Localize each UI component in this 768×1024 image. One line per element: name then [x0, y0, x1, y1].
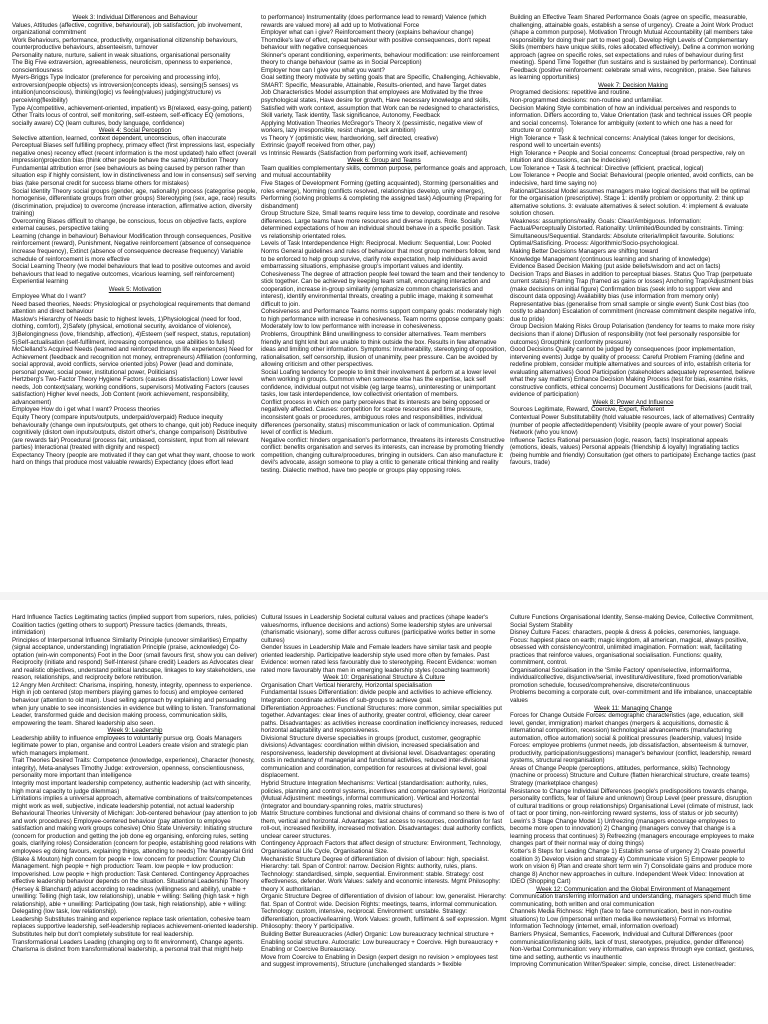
paragraph: Principles of Interpersonal Influence Similarity Principle (uncover similarities) Empathy (signal acceptance, understanding) Ingratiation Principle (praise, acknowledge) Co-optation (win-win components) Foot in the Door (small favours first, show you can deliver) Reciprocity (initiate and respond) Self-Interest (share credit) Leaders as Advocates clear and realistic objectives, understand political landscape, linkages to key stakeholders, use reason, relationships, and reciprocity before retribution.	[12, 636, 258, 682]
paragraph: Employer what can i give? Reinforcement theory (explains behaviour change)	[261, 29, 474, 37]
paragraph: Employee How do i get what I want? Process theories	[12, 406, 160, 414]
paragraph: Applying Motivation Theories McGregor's Theory X (pessimistic, negative view of workers, lazy irresponsible, resist change, lack ambition)	[261, 119, 483, 135]
paragraph: Goal setting theory motivate by setting goals that are Specific, Challenging, Achievable, SMART: Specific, Measurable, Attainable, Results-oriented, and have Target dates	[261, 74, 501, 89]
section-heading: Week 9: Leadership	[107, 727, 163, 735]
paragraph: Contextual Power Substitutability (hold valuable resources, lack of alternatives) Centrality (number of people affected/dependent) Visibility (people aware of your power) Social Network (who you know)	[510, 413, 755, 437]
paragraph: Channels Media Richness: High (face to face communication, best in non-routine situations) to Low (impersonal written media like newsletters) Formal vs Informal, Information Technology (internet, email, information overload)	[510, 908, 732, 931]
paragraph: Levels of Task Interdependence High: Reciprocal. Medium: Sequential, Low: Pooled Norms General guidelines and rules of behaviour that most group members follow, tend to be enforced to help group survive, clarify role expectation, help individuals avoid embarrassing situations, emphasise group's important values and identity.	[261, 240, 501, 271]
paragraph: vs Theory Y (optimistic view, hardworking, self directed, creative)	[261, 134, 439, 142]
paragraph: Group Structure Size, Small teams require less time to develop, coordinate and resolve differences. Large teams have more resources and diverse inputs. Role. Socially determined expectations of how an individual should behave in a specific position. Task vs relationship orientated roles.	[261, 210, 500, 240]
paragraph: to performance) Instrumentality (does performance lead to reward) Valence (which rewards are valued more) all add up to Motivational Force	[261, 14, 487, 29]
paragraph: Group Decision Making Risks Group Polarisation (tendency for teams to make more risky decisions than if alone) Diffusion of responsibility (not feel personally responsible for outcomes) Groupthink (conformity pressure)	[510, 323, 755, 346]
column-2	[261, 14, 507, 592]
paragraph: Equity Theory (compare inputs/outputs, underpaid/overpaid) Reduce inequity behaviourally (change own inputs/outputs, get others to change, quit job) Reduce inequity cognitively (distort own inputs/outputs, distort other's, change comparison) Distributive (are rewards fair) Procedural (process fair, unbiased, consistent, input from all relevant parties) Interactional (treated with dignity and respect)	[12, 413, 258, 452]
paragraph: Differentiation Approaches: Functional Structures: more common, similar specialities put together. Advantages: clear lines of authority, greater control, efficiency, clear career paths. Disadvantages: as activities increase coordination inefficiency increases, reduced horizontal adaptability and responsiveness.	[261, 704, 503, 735]
paragraph: Sources Legitimate, Reward, Coercive, Expert, Referent	[510, 406, 665, 414]
paragraph: Non-programmed decisions: non-routine and unfamiliar.	[510, 97, 663, 105]
paragraph: Selective attention, learned, context dependent, unconscious, often inaccurate	[12, 134, 227, 142]
paragraph: Limitations implies a universal approach, alternative combinations of traits/competences might work as well, subjective, indicate leadership potential, not actual leadership	[12, 795, 253, 810]
paragraph: Values, Attitudes (affective, cognitive, behavioural), job satisfaction, job involvement, organizational commitment	[12, 21, 243, 37]
paragraph: Gender Issues in Leadership Male and Female leaders have similar task and people oriented leadership. Participative leadership style used more often by females. Past Evidence: women rated less favourably due to stereotyping. Recent Evidence: women rated more favourably than men in emerging leadership styles (coaching teamwork)	[261, 644, 497, 674]
paragraph: Social Loafing tendency for people to limit their involvement & perform at a lower level when working in groups. Common when someone else has the expertise, lack self confidence, individual output not visible (eg large teams), uninteresting or unimportant tasks, low task interdependence, low collectivist orientation of members.	[261, 368, 496, 399]
paragraph: Social Learning Theory (we model behaviours that lead to positive outcomes and avoid behaviours that lead to negative outcomes, vicarious learning, self reinforcement) Experiential learning	[12, 263, 250, 286]
section-heading: Week 4: Social Perception	[98, 127, 172, 135]
paragraph: Overcoming Biases difficult to change, be conscious, focus on objective facts, explore external causes, perspective taking	[12, 217, 247, 233]
paragraph: Weakness: assumptions/reality. Goals: Clear/Ambiguous. Information: Factual/Perceptually Distorted. Rationality: Unlimited/Bounded by constraints. Timing: Simultaneous/Sequential. Standards: Absolute criteria/Implicit favourite. Solutions: Optimal/Satisficing. Process: Algorithmic/Socio-psychological.	[510, 217, 744, 248]
paragraph: vs Intrinsic Rewards (Satisfaction from performing work itself, achievement)	[261, 149, 468, 157]
section-heading: Week 7: Decision Making	[598, 81, 668, 89]
paragraph: Fundamental Issues Differentiation: divide people and activities to achieve efficiency. Integration: coordinate activities of sub-groups to achieve goal.	[261, 689, 493, 705]
paragraph: Good Decisions Quality cannot be judged by consequences (poor implementation, intervening events) Judge by quality of process: Careful Problem Framing (define and redefine problem, consider multiple alternatives and sources of info, establish criteria for evaluating alternatives) Good Participation (stakeholders adequately represented, believe what they say matters) Enhance Decision Making Process (test for bias, examine risks, constructive conflicts, ethical concerns) Document Justifications for Decisions (audit trail, evidence of participation)	[510, 346, 755, 399]
paragraph: Work Behaviours, performance, productivity, organisational citizenship behaviours, counterproductive behaviours, absenteeism, turnover	[12, 36, 238, 52]
paragraph: Culture Functions Organisational Identity, Sense-making Device, Collective Commitment, Social System Stability	[510, 614, 754, 629]
column-3	[510, 14, 756, 592]
paragraph: Other Traits locus of control, self monitoring, self-esteem, self-efficacy EQ (emotions, socially aware) CQ (learn cultures, body language, confidence)	[12, 112, 245, 127]
paragraph: Organisation Chart Vertical hierarchy, Horizontal specialisation	[261, 681, 432, 689]
paragraph: Organic Structure Degree of differentiation of division of labour: low, generalist. Hierarchy: flat. Span of Control: wide. Decision Rights: meetings, teams, informal communication. Technology: custom, intensive, reciprocal. Environment: unstable. Strategy: differentiation, proactive/learning. Work Values: growth, fulfilment & self expression. Mgmt Philosophy: theory Y participative.	[261, 893, 507, 931]
paragraph: Skinner's operant conditioning, experiments, behaviour modification: use reinforcement theory to change behaviour (same as in Social Perception)	[261, 51, 500, 67]
paragraph: Rational/Classical Model assumes managers make logical decisions that will be optimal for the organisation (prescriptive). Stage 1: identify problem or opportunity. 2: think up alternative solutions. 3: evaluate alternatives & select solution. 4: implement & evaluate solution chosen.	[510, 187, 750, 218]
paragraph: Evidence Based Decision Making (put aside beliefs/wisdom and act on facts)	[510, 263, 721, 271]
section-heading: Week 8: Power And Influence	[592, 398, 674, 406]
paragraph: Move from Coercive to Enabling in Design (expert design no revision > employees test and suggest improvements), Structure (unchallenged standards > flexible	[261, 953, 498, 969]
paragraph: Leadership Substitutes training and experience replace task orientation, cohesive team replaces supportive leadership, self-leadership replaces achievement-oriented leadership. Substitutes help but don't completely substitute for real leadership.	[12, 915, 258, 938]
paragraph: Matrix Structure combines functional and divisional chains of command so there is two of them, vertical and horizontal. Advantages: fast access to resources, coordination for fast roll-out, increased flexibility, increased motivation. Disadvantages: dual authority conflicts, unclear career structures.	[261, 810, 506, 840]
paragraph: Influence Tactics Rational persuasion (logic, reason, facts) Inspirational appeals (emotions, ideals, values) Personal appeals (friendship & loyalty) Ingratiating tactics (being humble and friendly) Consultation (get others to participate) Exchange tactics (past favours, trade)	[510, 436, 756, 467]
section-heading: Week 11: Managing Change	[594, 704, 672, 712]
column-2	[261, 614, 507, 1024]
paragraph: Myers-Briggs Type Indicator (preference for perceiving and processing info), extroversion(people objects) vs introversion(concepts ideas), sensing(5 senses) vs intuition(unconscious), thinking(logic) vs feeling(values) judging(structure) vs perceiving(flexibility)	[12, 74, 239, 105]
paragraph: Need based theories, Needs: Physiological or psychological requirements that demand attention and direct behaviour	[12, 300, 251, 316]
paragraph: Non-Verbal Communication: very informative, can express through eye contact, gestures, time and setting, authentic vs inauthentic	[510, 946, 755, 961]
paragraph: Team qualities complementary skills, common purpose, performance goals and approach, and mutual accountability	[261, 164, 507, 180]
paragraph: Learning (change in behaviour) Behaviour Modification through consequences, Positive reinforcement (reward), Punishment, Negative reinforcement (absence of consequence increase frequency), Extinct (absence of consequence decrease frequency) Variable schedule of reinforcement is more effective	[12, 232, 252, 263]
paragraph: Trait Theories Desired Traits: Competence (knowledge, experience), Character (honesty, integrity), Meta-analyses Timothy Judge: extroversion, openness, conscientiousness, personality more important than intelligence	[12, 757, 255, 780]
column-1	[12, 614, 258, 1024]
paragraph: Mechanistic Structure Degree of differentiation of division of labour: high, specialist. Hierarchy: tall. Span of Control: narrow. Decision Rights: authority, rules, plans. Technology: standardised, simple, sequential. Environment: stable. Strategy: cost effectiveness, defender. Work Values: safety and economic interests. Mgmt Philosophy: theory X authoritarian.	[261, 855, 501, 893]
section-heading: Week 12: Communication and the Global Environment of Management	[536, 885, 730, 893]
paragraph: Communication transferring information and understanding, managers spend much time communicating, both written and oral communication	[510, 893, 752, 908]
paragraph: Lewin's 3 Stage Change Model 1) Unfreezing (managers encourage employees to become more open to innovation) 2) Changing (managers convey that change is a learning process that continues) 3) Refreezing (managers encourage employees to make changes part of their normal way of doing things)	[510, 817, 755, 848]
paragraph: The Big Five extraversion, agreeableness, neuroticism, openness to experience, conscientiousness	[12, 59, 233, 74]
paragraph: Extrinsic (payoff received from other, pay)	[261, 142, 376, 150]
paragraph: Employee What do I want?	[12, 293, 86, 301]
paragraph: Transformational Leaders Leading (changing org to fit environment), Change agents. Charisma is distinct from transformational leadership, a personal trait that might help	[12, 938, 244, 954]
paragraph: Cohesiveness The degree of attraction people feel toward the team and their tendency to stick together. Can be achieved by keeping team small, encouraging interaction and cooperation, increase in-group similarity (emphasize common characteristics and interest), identify environmental threats, creating a public image, making it somewhat difficult to join.	[261, 270, 505, 308]
paragraph: Barriers Physical, Semantics, Facework, Individual and Cultural Differences (poor communication/listening skills, lack of trust, stereotypes, prejudice, gender difference)	[510, 930, 744, 946]
paragraph: Improving Communication Writer/Speaker: simple, concise, direct. Listener/reader:	[510, 961, 736, 969]
paragraph: Thorndike's law of effect, repeat behaviour with positive consequences, don't repeat behaviour with negative consequences	[261, 36, 491, 52]
paragraph: Personality nature, nurture, salient in weak situations, organisational personality	[12, 51, 231, 59]
paragraph: Hybrid Structure Integration Mechanisms: Vertical (standardisation: authority, rules, policies, planning and control systems, incentives and compensation systems). Horizontal (Mutual Adjustment: meetings, informal communication). Vertical and Horizontal (Integrator and boundary-spanning roles, matrix structures)	[261, 780, 507, 810]
paragraph: Social Identity Theory social groups (gender, age, nationality) process (categorise people, homogenise, differentiate groups from other groups) Stereotyping (sex, age, race) results (discrimination, prejudice) to overcome (increase interaction, affirmative action, diversity training)	[12, 187, 258, 218]
paragraph: Five Stages of Development Forming (getting acquainted), Storming (personalities and roles emerge), Norming (conflicts resolved, relationships develop, unity emerges), Performing (solving problems & completing the assigned task) Adjourning (Preparing for disbandment)	[261, 180, 502, 210]
paragraph: Programed decisions: repetitive and routine.	[510, 89, 632, 97]
paragraph: Disney Culture Faces: characters, people & dress & policies, ceremonies, language. Focus: happiest place on earth; magic kingdom, all american, magical, always positive, obsessed with consistency/control, unlimited imagination. Formation: walt, facilitating practices that reinforce values, organisational socialisation. Functions: quality, commitment, control.	[510, 629, 748, 667]
paragraph: Areas of Change People (perceptions, attitudes, performance, skills) Technology (machine or process) Structure and Culture (flatten hierarchical structure, create teams) Strategy (marketplace changes)	[510, 764, 750, 788]
paragraph: Organisational Socialisation in the 'Smile Factory' open/selective, informal/forma, individual/collective, disjunctive/serial, investiture/divestiture, fixed promotion/variable promotion schedule, focused/comprehensive, discrete/continuous	[510, 666, 743, 689]
paragraph: 12 Angry Men Architect: Charisma, inspiring, honesty, integrity, openness to experience. High in job centered (stop members playing games to focus) and employee centered behaviour (attention to old man). Used selling approach by explaining and persuading when jury unable to see inconsistencies in evidence but willing to listen. Transformational Leader, transformed guide and decision making process, communication skills, empowering the team. Shared leadership also seen.	[12, 681, 256, 727]
paragraph: Building an Effective Team Shared Performance Goals (agree on specific, measurable, challenging, attainable goals, establish a sense of urgency). Create a Joint Work Product (shape a common purpose). Motivation Through Mutual Accountability (all members take responsibility for doing their part to meet goal). Develop High Levels of Complementary Skills (members have unique skills, roles allocated effectively). Define a common working approach (agree on specific roles, set expectations and rules of behaviour during first meeting). Spend Time Together (fun sustains and is sustained by performance). Continual Feedback (positive reinforcement: celebrate small wins, recognition, praise. See failures as learning opportunities)	[510, 14, 756, 82]
section-heading: Week 3: Individual Differences and Behaviour	[72, 14, 198, 21]
paragraph: Hertzberg's Two-Factor Theory Hygiene Factors (causes dissatisfaction) Lower level needs, Job context(salary, working conditions, supervisors) Motivating Factors (causes satisfaction) Higher level needs, Job Content (work achievement, responsibility, advancement)	[12, 376, 250, 406]
section-heading: Week 10: Organisational Structure & Culture	[323, 674, 445, 682]
paragraph: Expectancy Theory (people are motivated if they can get what they want, choose to work hard on things that produce most valuable rewards) Expectancy (does effort lead	[12, 451, 255, 467]
paragraph: Type A(competitive, achievement-oriented, impatient) vs B(relaxed, easy-going, patient)	[12, 104, 252, 112]
paragraph: Behavioural Theories University of Michigan: Job-centered behaviour (pay attention to job and work procedures) Employee-centered behaviour (pay attention to employee satisfaction and making work groups cohesive) Ohio State University: Initiating structure (concern for production and getting the job done eg organising, enforcing rules, setting goals, clarifying roles) Consideration (concern for people, establishing good relations with employees eg doing favours, explaining things, attending to needs) The Managerial Grid (Blake & Mouton) high concern for people + low concern for production: Country Club Management. high people + high production: Team. low people + low production: Impoverished. Low people + high production: Task Centered. Contingency Approaches effective leadership behaviour depends on the situation. Situational Leadership Theory (Hersey & Blanchard) adjust according to readiness (willingness and ability), unable + unwilling: Telling (high task, low relationship), unable + willing: Selling (high task + high relationship), able + unwilling: Participating (low task, high relationship), able + willing: Delegating (low task, low relationship).	[12, 810, 258, 916]
column-3	[510, 614, 756, 1024]
paragraph: Resistance to Change Individual Differences (people's predispositions towards change, personality conflicts, fear of failure and unknown) Group Level (peer pressure, disruption of cultural traditions or group relationships) Organisational Level (climate of mistrust, lack of tact or poor timing, non-reinforcing reward systems, loss of status or job security)	[510, 787, 754, 818]
paragraph: Conflict process in which one party perceives that its interests are being opposed or negatively affected. Causes: competition for scarce resources and time pressure, inconsistent goals or procedures, ambiguous roles and responsibilities, individual differences (personality, status) miscommunication or lack of communication. Optimal level of conflict is Medium.	[261, 398, 495, 437]
paragraph: Integrity most important leadership competency, authentic leadership (act with sincerity, high moral capacity to judge dilemmas)	[12, 780, 251, 795]
paragraph: Cultural Issues in Leadership Societal cultural values and practices (shape leader's values/norms, influence decisions and actions) Some leadership styles are universal (charismatic visionary), some differ across cultures (participative works better in some cultures)	[261, 614, 496, 644]
paragraph: High Tolerance + People and Social concerns: Conceptual (broad perspective, rely on intuition and discussions, can be indecisive)	[510, 149, 745, 165]
paragraph: Perceptual Biases self fulfilling prophecy, primacy effect (first impressions last, especially negative ones) recency effect (recent information is the most updated) halo effect (overall impression)projection bias (think other people behave the same) Attribution Theory Fundamental attribution error (see behaviours as being caused by person rather than situation esp if highly consistent, low in distinctiveness and low in consensus) self serving bias (take personal credit for success blame others for mistakes)	[12, 142, 257, 188]
section-heading: Week 6: Group and Teams	[347, 157, 421, 165]
column-1	[12, 14, 258, 592]
page-divider	[0, 592, 768, 600]
paragraph: Employer how can I give you what you want?	[261, 66, 385, 74]
paragraph: Divisional Structure diverse specialties in groups (product, customer, geographic divisions) Advantages: coordination within division, increased specialisation and responsiveness, leadership development at divisional level. Disadvantages: operating costs in redundancy of managerial and functional activities, reduced inter-divisional communication and coordination, competition for resources at divisional level, goal displacement.	[261, 734, 496, 780]
paragraph: Building Better Bureaucracies (Adler) Organic: Low bureaucracy technical structure + Enabling social structure. Autocratic: Low bureaucracy + Coercive. High bureaucracy + Enabling or Coercive Bureaucracy.	[261, 930, 499, 954]
paragraph: Problems, Groupthink Blind unwillingness to consider alternatives. Team members friendly and tight knit but are unable to think outside the box. Results in few alternative ideas and limiting other information. Symptoms: Invulnerability, stereotyping of opposition, rationalisation, self censorship, illusion of unanimity, peer pressure. Can be avoided by allowing criticism and other perspectives.	[261, 330, 507, 369]
paragraph: Decision Making Style combination of how an individual perceives and responds to information. Differs according to, Value Orientation (task and technical issues OR people and social concerns). Tolerance for ambiguity (extent to which one has a need for structure or control)	[510, 104, 752, 135]
paragraph: Contingency Approach Factors that affect design of structure: Environment, Technology, Organisational Life Cycle, Organisational Size.	[261, 840, 502, 855]
section-heading: Week 5: Motivation	[108, 285, 162, 293]
paragraph: Knowledge Management (continuous learning and sharing of knowledge)	[510, 255, 711, 263]
paragraph: Low Tolerance + Task & technical: Directive (efficient, practical, logical)	[510, 164, 704, 172]
paragraph: Problems becoming a corporate cult, over-commitment and life imbalance, unacceptable values	[510, 689, 753, 705]
paragraph: High Tolerance + Task & technical concerns: Analytical (takes longer for decisions, respond well to uncertain events)	[510, 134, 735, 150]
paragraph: Hard Influence Tactics Legitimating tactics (implied support from superiors, rules, policies) Coalition tactics (getting others to support) Pressure tactics (demands, threats, intimidation)	[12, 614, 258, 637]
paragraph: Leadership ability to influence employees to voluntarily pursue org. Goals Managers legitimate power to plan, organise and control Leaders create vision and strategic plan which managers implement.	[12, 734, 248, 757]
paragraph: Negative conflict: hinders organisation's performance, threatens its interests Constructive conflict: benefits organisation and serves its interests, can increase by promoting friendly competition, changing culture/procedures, bringing in outsiders. Can also manufacture it: devil's advocate, assign someone to play a critic to generate critical thinking and reality testing. Dialectic method, have two people or groups play opposing roles.	[261, 436, 505, 474]
paragraph: Maslow's Hierarchy of Needs basic to highest levels, 1)Physiological (need for food, clothing, comfort), 2)Safety (physical, emotional security, avoidance of violence), 3)Belongingness (love, friendship, affection), 4)Esteem (self respect, status, reputation) 5)Self-actualisation (self-fulfilment, increasing competence, use abilities to fullest) McClelland's Acquired Needs (learned and reinforced through life experiences) Need for Achievement (feedback and recognition not money, entrepreneurs) Affiliation (conforming, social approval, avoid conflicts, service oriented jobs) Power (lead and dominate, personal power, social power, institutional power, Politicians)	[12, 315, 258, 376]
paragraph: Forces for Change Outside Forces: demographic characteristics (age, education, skill level, gender, immigration) market changes (mergers & acquisitions, domestic & international competition, recession) technological advancements (manufacturing automation, office automation) social & political pressures (leadership, values) Inside Forces: employee problems (unmet needs, job dissatisfaction, absenteeism & turnover, productivity, participation/suggestions) manager's behaviour (conflict, leadership, reward systems, structural reorganisation)	[510, 712, 752, 765]
paragraph: Cohesiveness and Performance Teams norms support company goals: moderately high to high performance with increase in cohesiveness. Team norms oppose company goals: Moderately low to low performance with increase in cohesiveness.	[261, 308, 505, 331]
document-page-bottom	[0, 600, 768, 1024]
paragraph: Making Better Decisions Managers are shifting toward	[510, 247, 659, 255]
paragraph: Job Characteristics Model assumption that employees are Motivated by the three psychological states, Have desire for growth, Have necessary knowledge and skills, Satisfied with work context, assumption that Work can be redesigned to characteristics, Skill variety, Task identity, Task significance, Autonomy, Feedback	[261, 89, 500, 120]
paragraph: Low Tolerance + People and Social: Behavioural (people oriented, avoid conflicts, can be indecisive, hard time saying no)	[510, 172, 754, 188]
paragraph: Decision Traps and Biases in addition to perceptual biases. Status Quo Trap (perpetuate current status) Framing Trap (framed as gains or losses) Anchoring Trap/Adjustment bias (make decisions on initial figure) Confirmation bias (seek info to support view and discount data opposing) Availability bias (use information from memory only) Representative bias (generalise from small sample or single event) Sunk Cost bias (too costly to abandon) Escalation of commitment (increase commitment despite negative info, due to pride)	[510, 270, 756, 323]
paragraph: Kotter's 8 Steps for Leading Change 1) Establish sense of urgency 2) Create powerful coalition 3) Develop vision and strategy 4) Communicate vision 5) Empower people to work on vision 6) Plan and create short term win 7) Consolidate gains and produce more change 8) Anchor new approaches in culture. Independent Week Video: Innovation at IDEO (Shopping Cart)	[510, 847, 753, 886]
